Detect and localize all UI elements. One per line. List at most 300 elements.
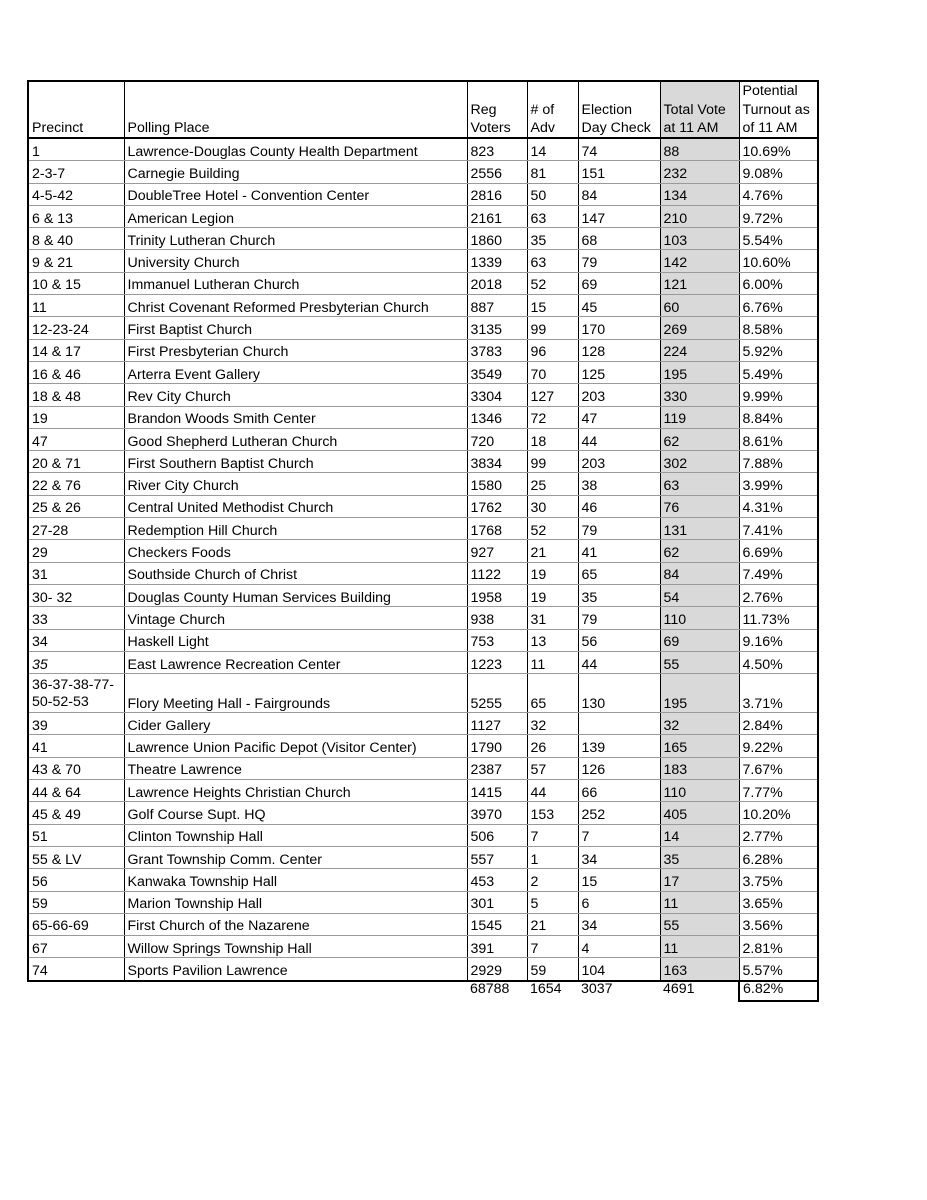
cell-polling-place: Sports Pavilion Lawrence [124, 958, 467, 981]
cell-adv: 13 [527, 629, 578, 651]
cell-precinct: 19 [28, 406, 124, 428]
table-row [28, 473, 818, 495]
cell-polling-place: Immanuel Lutheran Church [124, 272, 467, 294]
cell-adv: 7 [527, 936, 578, 958]
cell-eday: 41 [578, 540, 660, 562]
cell-turnout: 6.76% [739, 295, 818, 317]
cell-polling-place: Flory Meeting Hall - Fairgrounds [124, 674, 467, 713]
cell-total-vote: 330 [660, 384, 739, 406]
cell-adv: 18 [527, 428, 578, 450]
cell-reg-voters: 1415 [467, 780, 527, 802]
header-total-vote: Total Vote at 11 AM [660, 81, 739, 138]
cell-reg-voters: 1958 [467, 584, 527, 606]
cell-eday: 128 [578, 339, 660, 361]
cell-eday: 6 [578, 891, 660, 913]
cell-total-vote: 183 [660, 757, 739, 779]
cell-eday: 46 [578, 495, 660, 517]
cell-reg-voters: 2161 [467, 205, 527, 227]
cell-precinct: 16 & 46 [28, 361, 124, 383]
cell-adv: 19 [527, 584, 578, 606]
cell-turnout: 10.20% [739, 802, 818, 824]
cell-total-vote: 134 [660, 183, 739, 205]
cell-turnout: 7.67% [739, 757, 818, 779]
cell-adv: 21 [527, 540, 578, 562]
cell-polling-place: Lawrence-Douglas County Health Department [124, 138, 467, 161]
cell-reg-voters: 1223 [467, 651, 527, 673]
cell-turnout: 8.61% [739, 428, 818, 450]
table-row [28, 540, 818, 562]
cell-precinct: 31 [28, 562, 124, 584]
cell-eday: 47 [578, 406, 660, 428]
cell-polling-place: Douglas County Human Services Building [124, 584, 467, 606]
table-row [28, 228, 818, 250]
table-row [28, 735, 818, 757]
cell-total-vote: 84 [660, 562, 739, 584]
cell-turnout: 7.49% [739, 562, 818, 584]
cell-reg-voters: 1860 [467, 228, 527, 250]
cell-precinct: 41 [28, 735, 124, 757]
table-row [28, 802, 818, 824]
cell-precinct: 4-5-42 [28, 183, 124, 205]
cell-precinct: 8 & 40 [28, 228, 124, 250]
cell-turnout: 9.08% [739, 161, 818, 183]
cell-reg-voters: 506 [467, 824, 527, 846]
cell-total-vote: 54 [660, 584, 739, 606]
header-row [28, 81, 818, 138]
cell-eday: 203 [578, 451, 660, 473]
cell-reg-voters: 1346 [467, 406, 527, 428]
cell-polling-place: Vintage Church [124, 607, 467, 629]
cell-eday: 4 [578, 936, 660, 958]
cell-total-vote: 55 [660, 913, 739, 935]
cell-turnout: 6.28% [739, 846, 818, 868]
cell-total-vote: 69 [660, 629, 739, 651]
cell-eday: 125 [578, 361, 660, 383]
cell-eday: 44 [578, 651, 660, 673]
cell-total-vote: 165 [660, 735, 739, 757]
cell-reg-voters: 5255 [467, 674, 527, 713]
cell-reg-voters: 1768 [467, 518, 527, 540]
cell-turnout: 10.69% [739, 138, 818, 161]
turnout-table [27, 80, 819, 1002]
cell-turnout: 5.57% [739, 958, 818, 981]
cell-reg-voters: 938 [467, 607, 527, 629]
cell-total-vote: 55 [660, 651, 739, 673]
cell-polling-place: East Lawrence Recreation Center [124, 651, 467, 673]
cell-polling-place: University Church [124, 250, 467, 272]
cell-reg-voters: 753 [467, 629, 527, 651]
cell-polling-place: Arterra Event Gallery [124, 361, 467, 383]
cell-eday: 44 [578, 428, 660, 450]
cell-precinct: 35 [28, 651, 124, 673]
cell-reg-voters: 3970 [467, 802, 527, 824]
cell-total-vote: 63 [660, 473, 739, 495]
cell-precinct: 39 [28, 713, 124, 735]
cell-turnout: 3.99% [739, 473, 818, 495]
table-row [28, 869, 818, 891]
cell-total-vote: 269 [660, 317, 739, 339]
cell-turnout: 9.22% [739, 735, 818, 757]
cell-eday: 7 [578, 824, 660, 846]
table-row [28, 295, 818, 317]
cell-adv: 57 [527, 757, 578, 779]
cell-eday: 79 [578, 518, 660, 540]
cell-reg-voters: 1545 [467, 913, 527, 935]
cell-turnout: 9.72% [739, 205, 818, 227]
cell-adv: 2 [527, 869, 578, 891]
cell-eday: 151 [578, 161, 660, 183]
table-row [28, 384, 818, 406]
cell-eday: 69 [578, 272, 660, 294]
cell-reg-voters: 2018 [467, 272, 527, 294]
cell-adv: 25 [527, 473, 578, 495]
cell-adv: 63 [527, 250, 578, 272]
cell-eday: 130 [578, 674, 660, 713]
cell-reg-voters: 3783 [467, 339, 527, 361]
cell-total-vote: 121 [660, 272, 739, 294]
cell-polling-place: Checkers Foods [124, 540, 467, 562]
cell-precinct: 36-37-38-77-50-52-53 [28, 674, 124, 713]
cell-total-vote: 195 [660, 361, 739, 383]
cell-precinct: 12-23-24 [28, 317, 124, 339]
table-row [28, 913, 818, 935]
cell-precinct: 55 & LV [28, 846, 124, 868]
cell-polling-place: First Presbyterian Church [124, 339, 467, 361]
cell-eday: 56 [578, 629, 660, 651]
cell-turnout: 9.16% [739, 629, 818, 651]
cell-reg-voters: 887 [467, 295, 527, 317]
cell-eday: 147 [578, 205, 660, 227]
table-row [28, 651, 818, 673]
total-empty [124, 981, 467, 1001]
table-row [28, 629, 818, 651]
cell-turnout: 4.50% [739, 651, 818, 673]
cell-adv: 15 [527, 295, 578, 317]
table-row [28, 428, 818, 450]
cell-total-vote: 142 [660, 250, 739, 272]
cell-reg-voters: 720 [467, 428, 527, 450]
cell-turnout: 3.56% [739, 913, 818, 935]
cell-polling-place: Haskell Light [124, 629, 467, 651]
cell-eday: 15 [578, 869, 660, 891]
cell-polling-place: Willow Springs Township Hall [124, 936, 467, 958]
cell-adv: 72 [527, 406, 578, 428]
table-row [28, 272, 818, 294]
table-row [28, 161, 818, 183]
cell-precinct: 74 [28, 958, 124, 981]
cell-total-vote: 224 [660, 339, 739, 361]
cell-eday: 74 [578, 138, 660, 161]
cell-eday: 104 [578, 958, 660, 981]
cell-precinct: 25 & 26 [28, 495, 124, 517]
table-row [28, 958, 818, 981]
cell-total-vote: 119 [660, 406, 739, 428]
header-precinct: Precinct [28, 81, 124, 138]
total-eday: 3037 [581, 980, 613, 997]
cell-precinct: 45 & 49 [28, 802, 124, 824]
cell-eday: 34 [578, 913, 660, 935]
cell-total-vote: 405 [660, 802, 739, 824]
cell-total-vote: 163 [660, 958, 739, 981]
cell-polling-place: Golf Course Supt. HQ [124, 802, 467, 824]
cell-total-vote: 62 [660, 428, 739, 450]
cell-precinct: 2-3-7 [28, 161, 124, 183]
cell-precinct: 56 [28, 869, 124, 891]
cell-precinct: 65-66-69 [28, 913, 124, 935]
header-reg-voters: Reg Voters [467, 81, 527, 138]
cell-adv: 35 [527, 228, 578, 250]
table-row [28, 846, 818, 868]
cell-turnout: 5.92% [739, 339, 818, 361]
header-turnout: Potential Turnout as of 11 AM [739, 81, 818, 138]
cell-precinct: 29 [28, 540, 124, 562]
cell-eday [578, 713, 660, 735]
cell-adv: 52 [527, 518, 578, 540]
cell-total-vote: 17 [660, 869, 739, 891]
table-row [28, 138, 818, 161]
cell-polling-place: Lawrence Union Pacific Depot (Visitor Center) [124, 735, 467, 757]
cell-turnout: 2.76% [739, 584, 818, 606]
table-row [28, 451, 818, 473]
cell-adv: 63 [527, 205, 578, 227]
cell-reg-voters: 823 [467, 138, 527, 161]
cell-precinct: 59 [28, 891, 124, 913]
cell-precinct: 6 & 13 [28, 205, 124, 227]
cell-total-vote: 14 [660, 824, 739, 846]
cell-adv: 127 [527, 384, 578, 406]
cell-turnout: 6.00% [739, 272, 818, 294]
cell-total-vote: 110 [660, 780, 739, 802]
header-polling-place: Polling Place [124, 81, 467, 138]
cell-total-vote: 76 [660, 495, 739, 517]
table-row [28, 936, 818, 958]
table-row [28, 713, 818, 735]
cell-adv: 11 [527, 651, 578, 673]
cell-eday: 66 [578, 780, 660, 802]
table-row [28, 205, 818, 227]
cell-precinct: 27-28 [28, 518, 124, 540]
cell-precinct: 22 & 76 [28, 473, 124, 495]
cell-total-vote: 60 [660, 295, 739, 317]
cell-polling-place: Theatre Lawrence [124, 757, 467, 779]
cell-turnout: 2.77% [739, 824, 818, 846]
cell-precinct: 11 [28, 295, 124, 317]
table-row [28, 562, 818, 584]
total-total-vote: 4691 [663, 980, 695, 997]
cell-adv: 5 [527, 891, 578, 913]
cell-adv: 1 [527, 846, 578, 868]
table-row [28, 183, 818, 205]
cell-polling-place: Central United Methodist Church [124, 495, 467, 517]
cell-polling-place: Grant Township Comm. Center [124, 846, 467, 868]
cell-eday: 34 [578, 846, 660, 868]
cell-polling-place: Rev City Church [124, 384, 467, 406]
cell-total-vote: 302 [660, 451, 739, 473]
cell-adv: 26 [527, 735, 578, 757]
cell-precinct: 20 & 71 [28, 451, 124, 473]
table-row [28, 757, 818, 779]
cell-polling-place: Trinity Lutheran Church [124, 228, 467, 250]
cell-reg-voters: 2556 [467, 161, 527, 183]
cell-eday: 79 [578, 607, 660, 629]
cell-adv: 96 [527, 339, 578, 361]
table-row [28, 780, 818, 802]
cell-adv: 59 [527, 958, 578, 981]
cell-eday: 68 [578, 228, 660, 250]
cell-total-vote: 11 [660, 936, 739, 958]
table-row [28, 406, 818, 428]
cell-total-vote: 62 [660, 540, 739, 562]
cell-precinct: 67 [28, 936, 124, 958]
cell-turnout: 6.69% [739, 540, 818, 562]
total-empty [28, 981, 124, 1001]
cell-adv: 99 [527, 451, 578, 473]
cell-adv: 99 [527, 317, 578, 339]
cell-total-vote: 232 [660, 161, 739, 183]
table-row [28, 891, 818, 913]
cell-eday: 79 [578, 250, 660, 272]
cell-polling-place: First Southern Baptist Church [124, 451, 467, 473]
cell-reg-voters: 2387 [467, 757, 527, 779]
cell-turnout: 2.81% [739, 936, 818, 958]
cell-reg-voters: 3549 [467, 361, 527, 383]
cell-polling-place: River City Church [124, 473, 467, 495]
cell-eday: 38 [578, 473, 660, 495]
cell-precinct: 1 [28, 138, 124, 161]
cell-reg-voters: 1580 [467, 473, 527, 495]
table-row [28, 584, 818, 606]
cell-turnout: 11.73% [739, 607, 818, 629]
cell-eday: 252 [578, 802, 660, 824]
cell-reg-voters: 927 [467, 540, 527, 562]
cell-total-vote: 131 [660, 518, 739, 540]
cell-turnout: 2.84% [739, 713, 818, 735]
cell-eday: 35 [578, 584, 660, 606]
table-row [28, 339, 818, 361]
total-turnout: 6.82% [739, 981, 818, 1001]
total-reg-voters: 68788 [470, 980, 510, 997]
table-row [28, 317, 818, 339]
cell-reg-voters: 453 [467, 869, 527, 891]
table-row [28, 674, 818, 713]
cell-eday: 45 [578, 295, 660, 317]
cell-turnout: 3.71% [739, 674, 818, 713]
cell-turnout: 5.54% [739, 228, 818, 250]
totals-row [28, 981, 818, 1001]
cell-polling-place: Cider Gallery [124, 713, 467, 735]
cell-precinct: 47 [28, 428, 124, 450]
cell-total-vote: 210 [660, 205, 739, 227]
cell-polling-place: Clinton Township Hall [124, 824, 467, 846]
total-adv: 1654 [530, 980, 562, 997]
cell-turnout: 9.99% [739, 384, 818, 406]
cell-total-vote: 35 [660, 846, 739, 868]
cell-reg-voters: 2816 [467, 183, 527, 205]
cell-precinct: 43 & 70 [28, 757, 124, 779]
cell-eday: 139 [578, 735, 660, 757]
cell-turnout: 7.41% [739, 518, 818, 540]
cell-adv: 81 [527, 161, 578, 183]
cell-turnout: 3.65% [739, 891, 818, 913]
cell-turnout: 4.76% [739, 183, 818, 205]
cell-turnout: 7.77% [739, 780, 818, 802]
cell-turnout: 7.88% [739, 451, 818, 473]
cell-total-vote: 103 [660, 228, 739, 250]
cell-eday: 170 [578, 317, 660, 339]
table-row [28, 607, 818, 629]
cell-adv: 50 [527, 183, 578, 205]
cell-total-vote: 88 [660, 138, 739, 161]
cell-precinct: 51 [28, 824, 124, 846]
cell-adv: 19 [527, 562, 578, 584]
cell-reg-voters: 3304 [467, 384, 527, 406]
cell-polling-place: Southside Church of Christ [124, 562, 467, 584]
cell-adv: 7 [527, 824, 578, 846]
cell-precinct: 34 [28, 629, 124, 651]
cell-adv: 65 [527, 674, 578, 713]
cell-total-vote: 32 [660, 713, 739, 735]
header-adv: # of Adv [527, 81, 578, 138]
cell-precinct: 33 [28, 607, 124, 629]
cell-polling-place: Christ Covenant Reformed Presbyterian Church [124, 295, 467, 317]
cell-adv: 70 [527, 361, 578, 383]
cell-adv: 52 [527, 272, 578, 294]
cell-polling-place: Redemption Hill Church [124, 518, 467, 540]
cell-polling-place: First Church of the Nazarene [124, 913, 467, 935]
table-row [28, 361, 818, 383]
cell-precinct: 14 & 17 [28, 339, 124, 361]
table-row [28, 495, 818, 517]
cell-precinct: 10 & 15 [28, 272, 124, 294]
cell-reg-voters: 3834 [467, 451, 527, 473]
cell-turnout: 10.60% [739, 250, 818, 272]
cell-adv: 32 [527, 713, 578, 735]
cell-eday: 126 [578, 757, 660, 779]
cell-reg-voters: 1339 [467, 250, 527, 272]
header-eday: Election Day Check [578, 81, 660, 138]
cell-reg-voters: 557 [467, 846, 527, 868]
cell-total-vote: 11 [660, 891, 739, 913]
cell-adv: 30 [527, 495, 578, 517]
cell-reg-voters: 391 [467, 936, 527, 958]
cell-polling-place: Good Shepherd Lutheran Church [124, 428, 467, 450]
cell-reg-voters: 1762 [467, 495, 527, 517]
cell-total-vote: 110 [660, 607, 739, 629]
cell-precinct: 44 & 64 [28, 780, 124, 802]
cell-reg-voters: 301 [467, 891, 527, 913]
cell-turnout: 4.31% [739, 495, 818, 517]
cell-precinct: 9 & 21 [28, 250, 124, 272]
cell-eday: 84 [578, 183, 660, 205]
cell-polling-place: Brandon Woods Smith Center [124, 406, 467, 428]
cell-reg-voters: 1127 [467, 713, 527, 735]
cell-polling-place: DoubleTree Hotel - Convention Center [124, 183, 467, 205]
cell-reg-voters: 2929 [467, 958, 527, 981]
cell-adv: 31 [527, 607, 578, 629]
cell-adv: 153 [527, 802, 578, 824]
cell-total-vote: 195 [660, 674, 739, 713]
cell-adv: 21 [527, 913, 578, 935]
cell-reg-voters: 3135 [467, 317, 527, 339]
cell-turnout: 8.58% [739, 317, 818, 339]
cell-precinct: 30- 32 [28, 584, 124, 606]
cell-adv: 14 [527, 138, 578, 161]
cell-turnout: 5.49% [739, 361, 818, 383]
table-row [28, 250, 818, 272]
cell-polling-place: First Baptist Church [124, 317, 467, 339]
cell-polling-place: Kanwaka Township Hall [124, 869, 467, 891]
cell-eday: 65 [578, 562, 660, 584]
